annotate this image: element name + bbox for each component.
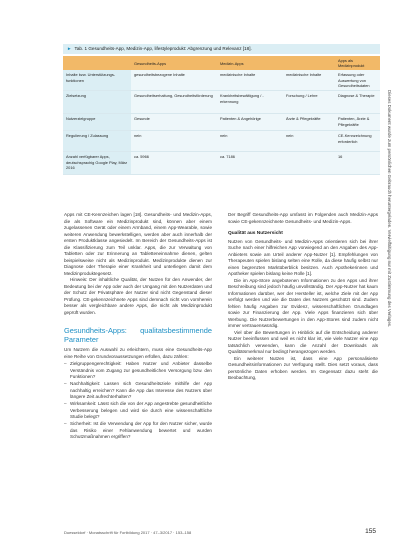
table-cell xyxy=(283,152,335,175)
table-cell: Patienten, Ärzte & Pflegekräfte xyxy=(335,114,380,131)
table-cell: Nutzerzielgruppe xyxy=(63,114,131,131)
table-header-cell xyxy=(63,56,131,70)
page-footer xyxy=(64,528,376,538)
table-cell: medizinische Inhalte xyxy=(283,70,335,91)
table-row xyxy=(63,131,380,152)
table-cell: 16 xyxy=(335,152,380,175)
paragraph: Nutzen von Gesundheits- und Medizin-Apps orientieren sich bei ihrer Suche nach einer hilfreichen App vorwiegend an den Angaben des App-Anbieters sowie am Urteil anderer App-Nutzer [1]. Empfehlungen von Therapeuten spielen bislang selten eine Rolle, da diese häufig selbst nur einen begrenzten Marktüberblick besitzen. Auch Apothekerinnen und Apotheker spielen bislang keine Rolle [1]. xyxy=(228,238,378,276)
table-cell: Krankheitsbewältigung / -erkennung xyxy=(217,91,283,114)
table-cell: Forschung / Lehre xyxy=(283,91,335,114)
table-cell: Erfassung oder Auswertung von Gesundheitsdaten xyxy=(335,70,380,91)
list-item: – Wirksamkeit: Lässt sich die von der App angestrebte gesundheitliche Verbesserung belegen und wird sie durch eine wissenschaftliche Studie belegt? xyxy=(70,401,212,421)
table-cell: Ärzte & Pflegekräfte xyxy=(283,114,335,131)
list-item: – Nachhaltigkeit: Lassen sich Gesundheitsziele mithilfe der App nachhaltig erreichen? Kann die App das Interesse des Nutzers über längere Zeit aufrechterhalten? xyxy=(70,381,212,401)
table-cell: ca. 7186 xyxy=(217,152,283,175)
paragraph: Apps mit CE-Kennzeichen lagen [18]. Gesundheits- und Medizin-Apps, die als Software ein Medizinprodukt sind, können aber einem zugelassenen Gerät oder einem Armband, einem App-Wearable, sowie weiteren Anwendung bewerkstelligen, werden aber auch innerhalb der ersten Produktklasse angesiedelt. Im Bereich der Gesundheits-Apps ist die Klassifizierung zum Teil unklar. Apps, die zur Verwaltung von Tabletten oder zur Erinnerung an Tabletteneinnahme dienen, gelten beispielsweise nicht als Medizinprodukt. Medizinprodukte dienen zur Diagnose oder Therapie einer Krankheit und unterliegen damit dem Medizinproduktegesetz. xyxy=(64,212,212,276)
table-cell: Gesundheitserhaltung, Gesundheitsförderung xyxy=(131,91,217,114)
paragraph: Um Nutzern die Auswahl zu erleichtern, muss eine Gesundheits-App eine Reihe von Grundvoraussetzungen erfüllen, dazu zählen: xyxy=(64,347,212,359)
paragraph: Die im App-Store angebotenen Informationen zu den Apps und ihrer Beschreibung sind jedoch häufig unvollständig. Der App-Nutzer hat kaum Informationen darüber, wer der Hersteller ist, welche Ziele mit der App verfolgt werden und wie die Daten des Nutzers geschützt sind. Zudem fehlen häufig Angaben zur Evidenz, wissenschaftlichen Grundlagen sowie zur Finanzierung der App. Viele Apps finanzieren sich über Werbung. Die Nutzerbewertungen in den App-Stores sind zudem nicht immer vertrauenswürdig. xyxy=(228,277,378,328)
table-cell: nein xyxy=(131,131,217,152)
comparison-table xyxy=(63,56,380,175)
table-header-cell: Apps als Medizinprodukt xyxy=(335,56,380,70)
list-item: – Zielgruppengerechtigkeit: Haben Nutzer und Anbieter dasselbe Verständnis vom Zugang zur gesundheitlichen Versorgung bzw. den Funktionen? xyxy=(70,361,212,381)
table-cell: Anzahl verfügbarer Apps, deutschsprachig Google Play, März 2016 xyxy=(63,152,131,175)
side-notice-text: Dieses Dokument wurde zum persönlichen Gebrauch heruntergeladen. Vervielfältigung nur mit Zustimmung des Verlages. xyxy=(387,90,392,328)
table-caption-text: Tab. 1 Gesundheits-App, Medizin-App, lifestyleprodukt: Abgrenzung und Relevanz [18]. xyxy=(74,46,252,51)
table-cell: Diagnose & Therapie xyxy=(335,91,380,114)
paragraph: Der Begriff Gesundheits-App umfasst im Folgenden auch Medizin-Apps sowie CE-gekennzeichnete Gesundheits- und Medizin-Apps. xyxy=(228,212,378,224)
table-cell: Gesunde xyxy=(131,114,217,131)
bullet-list xyxy=(64,361,212,441)
list-item: – Sicherheit: Ist die Verwendung der App für den Nutzer sicher, wurde das Risiko einer Fehlanwendung bewertet und wurden Schutzmaßnahmen ergriffen? xyxy=(70,421,212,441)
table-header-row xyxy=(63,56,380,70)
table-cell: ca. 5966 xyxy=(131,152,217,175)
table-cell: Patienten & Angehörige xyxy=(217,114,283,131)
paragraph: Ein weiterer Nutzen ist, dass eine App personalisierte Gesundheitsinformationen zur Verfügung stellt. Dies setzt voraus, dass persönliche Daten erhoben werden. Im Gegensatz dazu steht die Beobachtung, xyxy=(228,355,378,380)
table-cell: medizinische Inhalte xyxy=(217,70,283,91)
page-number: 155 xyxy=(365,528,376,535)
table-cell: nein xyxy=(217,131,283,152)
table-cell: gesundheitsbezogene Inhalte xyxy=(131,70,217,91)
subsection-heading: Qualität aus Nutzersicht xyxy=(228,231,283,236)
table-cell: nein xyxy=(283,131,335,152)
table-cell: Regulierung / Zulassung xyxy=(63,131,131,152)
left-column xyxy=(64,212,212,441)
table-row xyxy=(63,152,380,175)
right-column xyxy=(228,212,378,382)
side-notice xyxy=(386,90,396,510)
table-header-cell: Medizin-Apps xyxy=(217,56,283,70)
table-cell: Zielsetzung xyxy=(63,91,131,114)
table-row xyxy=(63,91,380,114)
table-cell: CE-Kennzeichnung erforderlich xyxy=(335,131,380,152)
table-row xyxy=(63,114,380,131)
paragraph: Viel über die Bewertungen in Hinblick auf die Entscheidung anderer Nutzer beeinflussen und weil es nicht klar ist, wie viele Nutzer eine App tatsächlich verwenden, kann die Anzahl der Downloads als Qualitätsmerkmal nur bedingt herangezogen werden. xyxy=(228,329,378,354)
table-cell: Inhalte bzw. Unterstützungs-funktionen xyxy=(63,70,131,91)
paragraph: Hinweis: Der inhaltliche Qualität, der Nutzen für den Anwender, der Bedeutung bei der App oder auch der Umgang mit den Nutzerdaten und der Schutz der Privatsphäre der Nutzer sind nicht Gegenstand dieser Prüfung. CE-gekennzeichnete Apps sind demnach nicht von vornherein besser als vergleichbare andere Apps, die nicht als Medizinprodukt geprüft wurden. xyxy=(64,277,212,315)
table-caption xyxy=(63,44,380,54)
table-row xyxy=(63,70,380,91)
footer-citation: Duesseldorf · Monatsschrift für Fortbildung 2017 · 47–3/2017 · 153–158 xyxy=(64,530,192,535)
table-header-cell xyxy=(283,56,335,70)
section-heading: Gesundheits-Apps: qualitatsbestimmende Parameter xyxy=(64,326,212,344)
arrow-icon: ► xyxy=(67,46,72,51)
table-header-cell: Gesundheits-Apps xyxy=(131,56,217,70)
